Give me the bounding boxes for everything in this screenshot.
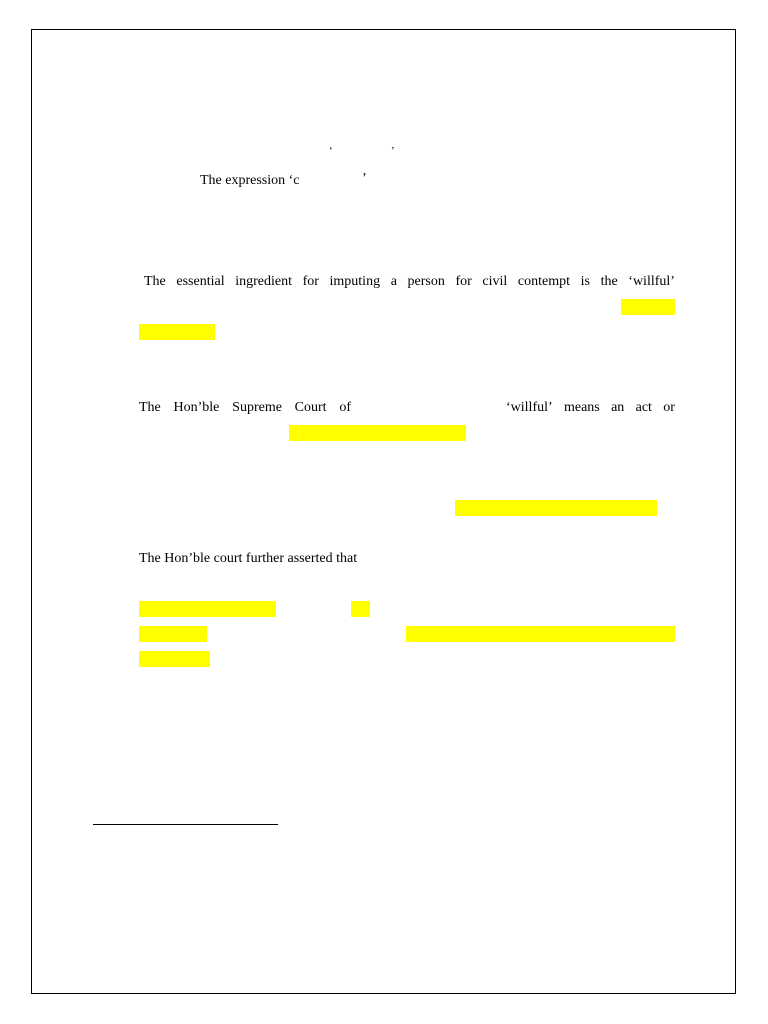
- word: essential: [176, 274, 225, 289]
- word: Supreme: [232, 400, 282, 415]
- word: is: [580, 274, 590, 289]
- word: The: [144, 274, 166, 289]
- word: Hon’ble: [173, 400, 220, 415]
- highlight-2: [139, 324, 215, 340]
- word: contempt: [517, 274, 570, 289]
- highlight-6: [351, 601, 370, 617]
- highlight-9: [139, 651, 210, 667]
- quote-open: ‘: [329, 145, 333, 157]
- highlight-1: [621, 299, 675, 315]
- word: civil: [482, 274, 508, 289]
- word: of: [339, 400, 351, 415]
- paragraph-3-text: The Hon’ble court further asserted that: [139, 551, 358, 566]
- word: for: [455, 274, 472, 289]
- word: means: [563, 400, 600, 415]
- word: imputing: [329, 274, 381, 289]
- word: act: [635, 400, 652, 415]
- word: a: [390, 274, 397, 289]
- word: ‘willful’: [506, 400, 553, 415]
- paragraph-2-left: [139, 399, 351, 416]
- paragraph-1-line: [144, 273, 675, 290]
- expression-close: ’: [362, 171, 367, 186]
- highlight-4: [455, 500, 657, 516]
- word: person: [407, 274, 445, 289]
- word: or: [663, 400, 675, 415]
- word: an: [611, 400, 625, 415]
- highlight-8: [406, 626, 675, 642]
- word: The: [139, 400, 161, 415]
- word: Court: [294, 400, 327, 415]
- highlight-7: [139, 626, 207, 642]
- word: the: [600, 274, 618, 289]
- paragraph-2-right: [506, 399, 675, 416]
- quote-close: ’: [391, 145, 395, 157]
- highlight-5: [139, 601, 276, 617]
- expression-text: The expression ‘c: [200, 173, 300, 188]
- footnote-separator: [93, 824, 278, 825]
- word: ingredient: [235, 274, 292, 289]
- word: ‘willful’: [628, 274, 675, 289]
- word: for: [302, 274, 319, 289]
- highlight-3: [289, 425, 466, 441]
